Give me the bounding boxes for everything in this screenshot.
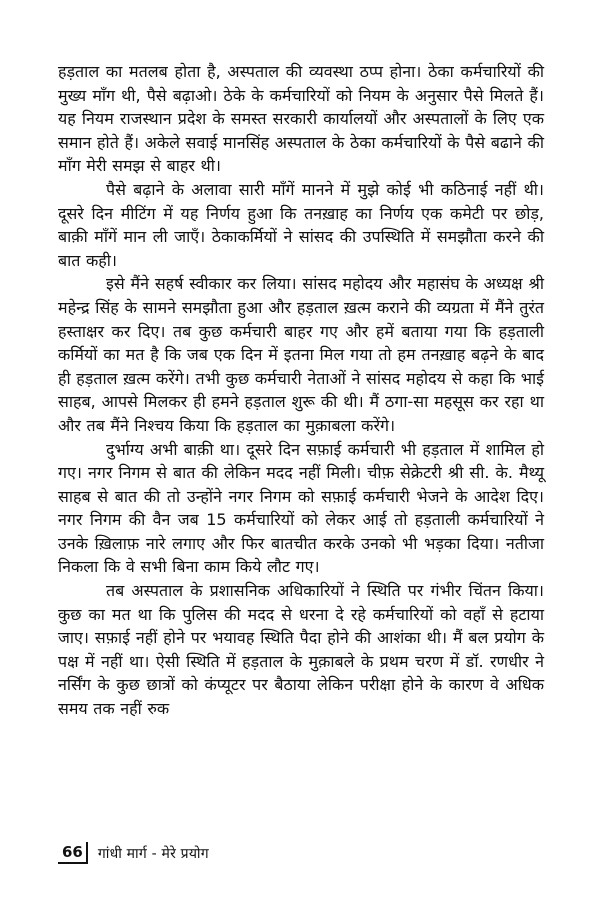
page-number: 66 (58, 842, 88, 864)
page-footer (58, 842, 209, 864)
paragraph-misfortune: दुर्भाग्य अभी बाक़ी था। दूसरे दिन सफ़ाई कर्मचारी भी हड़ताल में शामिल हो गए। नगर निगम से बात की लेकिन मदद नहीं मिली। चीफ़ सेक्रेटरी श्री सी. के. मैथ्यू साहब से बात की तो उन्होंने नगर निगम को सफ़ाई कर्मचारी भेजने के आदेश दिए। नगर निगम की वैन जब 15 कर्मचारियों को लेकर आई तो हड़ताली कर्मचारियों ने उनके ख़िलाफ़ नारे लगाए और फिर बातचीत करके उनको भी भड़का दिया। नतीजा निकला कि वे सभी बिना काम किये लौट गए। (58, 439, 544, 577)
body-text (58, 60, 544, 721)
paragraph-strike-meaning: हड़ताल का मतलब होता है, अस्पताल की व्यवस्था ठप्प होना। ठेका कर्मचारियों की मुख्य माँग थी, पैसे बढ़ाओ। ठेके के कर्मचारियों को नियम के अनुसार पैसे मिलते हैं। यह नियम राजस्थान प्रदेश के समस्त सरकारी कार्यालयों और अस्पतालों के लिए एक समान होते हैं। अकेले सवाई मानसिंह अस्पताल के ठेका कर्मचारियों के पैसे बढाने की माँग मेरी समझ से बाहर थी। (58, 62, 544, 176)
running-title: गांधी मार्ग - मेरे प्रयोग (97, 845, 209, 862)
paragraph-administration: तब अस्पताल के प्रशासनिक अधिकारियों ने स्थिति पर गंभीर चिंतन किया। कुछ का मत था कि पुलिस की मदद से धरना दे रहे कर्मचारियों को वहाँ से हटाया जाए। सफ़ाई नहीं होने पर भयावह स्थिति पैदा होने की आशंका थी। मैं बल प्रयोग के पक्ष में नहीं था। ऐसी स्थिति में हड़ताल के मुक़ाबले के प्रथम चरण में डॉ. रणधीर ने नर्सिंग के कुछ छात्रों को कंप्यूटर पर बैठाया लेकिन परीक्षा होने के कारण वे अधिक समय तक नहीं रुक (58, 581, 544, 719)
paragraph-demands: पैसे बढ़ाने के अलावा सारी माँगें मानने में मुझे कोई भी कठिनाई नहीं थी। दूसरे दिन मीटिंग में यह निर्णय हुआ कि तनख़ाह का निर्णय एक कमेटी पर छोड़, बाक़ी माँगें मान ली जाएँ। ठेकाकर्मियों ने सांसद की उपस्थिति में समझौता करने की बात कही। (58, 179, 544, 270)
paragraph-agreement: इसे मैंने सहर्ष स्वीकार कर लिया। सांसद महोदय और महासंघ के अध्यक्ष श्री महेन्द्र सिंह के सामने समझौता हुआ और हड़ताल ख़त्म कराने की व्यग्रता में मैंने तुरंत हस्ताक्षर कर दिए। तब कुछ कर्मचारी बाहर गए और हमें बताया गया कि हड़ताली कर्मियों का मत है कि जब एक दिन में इतना मिल गया तो हम तनख़ाह बढ़ने के बाद ही हड़ताल ख़त्म करेंगे। तभी कुछ कर्मचारी नेताओं ने सांसद महोदय से कहा कि भाई साहब, आपसे मिलकर ही हमने हड़ताल शुरू की थी। मैं ठगा-सा महसूस कर रहा था और तब मैंने निश्चय किया कि हड़ताल का मुक़ाबला करेंगे। (58, 274, 544, 435)
